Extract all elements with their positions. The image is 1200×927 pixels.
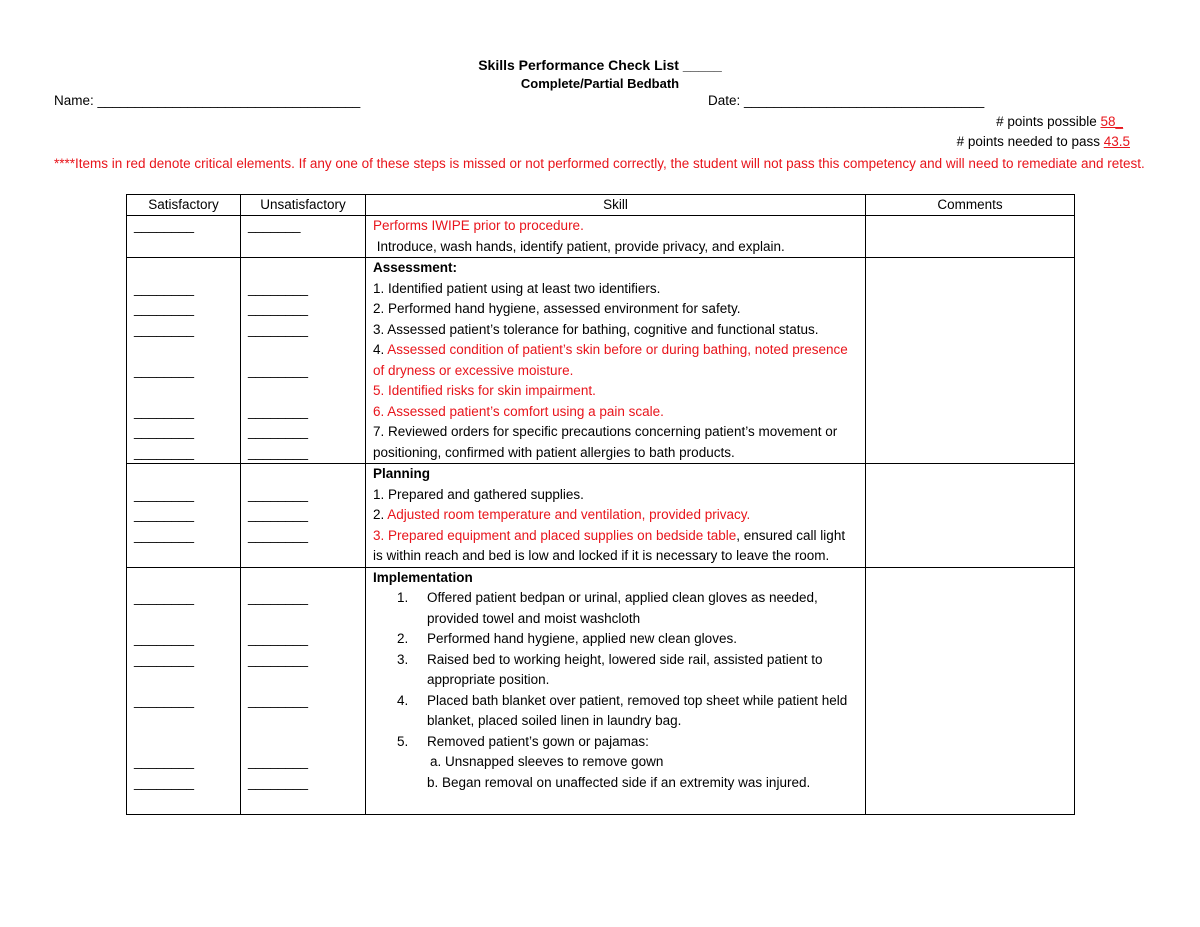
unsatisfactory-blank[interactable]: ________ <box>248 631 309 646</box>
skill-line: 6. Assessed patient’s comfort using a pain scale. <box>373 403 664 419</box>
unsatisfactory-blank[interactable]: ________ <box>248 280 309 296</box>
unsatisfactory-blank[interactable]: ________ <box>248 651 309 667</box>
satisfactory-blank[interactable]: ________ <box>134 424 195 439</box>
item-text: Removed patient’s gown or pajamas: <box>427 733 649 749</box>
unsatisfactory-cell <box>241 216 366 258</box>
item-text: Raised bed to working height, lowered side rail, assisted patient to appropriate position. <box>427 651 823 687</box>
unsatisfactory-blank[interactable]: ________ <box>248 444 309 460</box>
page-title: Skills Performance Check List _____ <box>478 57 722 73</box>
column-header-skill: Skill <box>366 195 866 216</box>
item-number: 4. <box>397 692 409 708</box>
skill-line: 1. Identified patient using at least two identifiers. <box>373 280 661 296</box>
points-pass-value: 43.5 <box>1103 134 1130 149</box>
satisfactory-blank[interactable]: ________ <box>134 321 195 337</box>
points-possible-label: # points possible <box>996 114 1101 129</box>
skill-number: 2. <box>373 507 388 522</box>
unsatisfactory-blank[interactable]: ________ <box>248 424 309 439</box>
skill-line <box>373 505 858 526</box>
skill-line: 1. Prepared and gathered supplies. <box>373 486 584 502</box>
unsatisfactory-blank[interactable]: ________ <box>248 507 309 522</box>
satisfactory-cell <box>127 567 241 814</box>
skill-cell <box>366 464 866 568</box>
satisfactory-cell <box>127 464 241 568</box>
list-item <box>373 691 858 732</box>
satisfactory-blank[interactable]: ________ <box>134 692 195 708</box>
skills-checklist-table <box>126 194 1075 815</box>
table-row <box>127 464 1075 568</box>
skill-line: 7. Reviewed orders for specific precautions concerning patient’s movement or positioning, confirmed with patient allergies to bath products. <box>373 424 838 460</box>
table-header-row <box>127 195 1075 216</box>
critical-elements-notice: ****Items in red denote critical elements. If any one of these steps is missed or not performed correctly, the student will not pass this competency and will need to remediate and retest. <box>54 156 1145 171</box>
skill-line: 3. Assessed patient’s tolerance for bathing, cognitive and functional status. <box>373 321 819 337</box>
satisfactory-blank[interactable]: ________ <box>134 218 195 233</box>
unsatisfactory-blank[interactable]: ________ <box>248 301 309 316</box>
item-text: Placed bath blanket over patient, removed top sheet while patient held blanket, placed soiled linen in laundry bag. <box>427 692 848 728</box>
satisfactory-blank[interactable]: ________ <box>134 280 195 296</box>
satisfactory-blank[interactable]: ________ <box>134 362 195 378</box>
unsatisfactory-blank[interactable]: ________ <box>248 486 309 502</box>
skill-line: Introduce, wash hands, identify patient, provide privacy, and explain. <box>373 238 785 254</box>
satisfactory-blank[interactable]: ________ <box>134 444 195 460</box>
column-header-comments: Comments <box>866 195 1075 216</box>
sub-item: b. Began removal on unaffected side if an extremity was injured. <box>427 774 811 790</box>
unsatisfactory-blank[interactable]: ________ <box>248 692 309 708</box>
unsatisfactory-blank[interactable]: ________ <box>248 590 309 605</box>
item-number: 2. <box>397 631 409 646</box>
table-row <box>127 567 1075 814</box>
points-pass-label: # points needed to pass <box>956 134 1104 149</box>
column-header-satisfactory: Satisfactory <box>127 195 241 216</box>
satisfactory-blank[interactable]: ________ <box>134 651 195 667</box>
skill-line <box>373 340 858 381</box>
table-row <box>127 216 1075 258</box>
satisfactory-blank[interactable]: ________ <box>134 527 195 543</box>
unsatisfactory-blank[interactable]: ________ <box>248 527 309 543</box>
unsatisfactory-cell <box>241 258 366 464</box>
skill-line: 2. Performed hand hygiene, assessed environment for safety. <box>373 301 741 316</box>
item-text: Offered patient bedpan or urinal, applied clean gloves as needed, provided towel and moist washcloth <box>427 590 818 626</box>
item-number: 5. <box>397 733 409 749</box>
unsatisfactory-blank[interactable]: ________ <box>248 362 309 378</box>
skill-cell <box>366 567 866 814</box>
satisfactory-blank[interactable]: ________ <box>134 301 195 316</box>
points-possible-value: 58_ <box>1100 114 1123 129</box>
section-heading-implementation: Implementation <box>373 569 473 585</box>
satisfactory-blank[interactable]: ________ <box>134 486 195 502</box>
page-subtitle: Complete/Partial Bedbath <box>520 76 680 91</box>
list-item <box>373 732 858 753</box>
skill-cell <box>366 216 866 258</box>
section-heading-assessment: Assessment: <box>373 260 458 275</box>
skill-line: 5. Identified risks for skin impairment. <box>373 383 596 398</box>
unsatisfactory-blank[interactable]: ________ <box>248 321 309 337</box>
comments-cell[interactable] <box>866 464 1075 568</box>
satisfactory-cell <box>127 216 241 258</box>
list-item <box>373 588 858 629</box>
satisfactory-blank[interactable]: ________ <box>134 590 195 605</box>
unsatisfactory-blank[interactable]: ________ <box>248 754 309 769</box>
satisfactory-blank[interactable]: ________ <box>134 507 195 522</box>
skill-cell <box>366 258 866 464</box>
item-text: Performed hand hygiene, applied new clean gloves. <box>427 631 737 646</box>
list-item <box>373 650 858 691</box>
date-field[interactable]: Date: ________________________________ <box>708 93 985 108</box>
satisfactory-blank[interactable]: ________ <box>134 403 195 419</box>
comments-cell[interactable] <box>866 216 1075 258</box>
section-heading-planning: Planning <box>373 466 430 481</box>
list-item <box>373 629 858 650</box>
skill-number: 4. <box>373 342 388 357</box>
critical-skill-text: Assessed condition of patient’s skin before or during bathing, noted presence of dryness or excessive moisture. <box>373 342 848 378</box>
skill-line: Performs IWIPE prior to procedure. <box>373 218 584 233</box>
unsatisfactory-blank[interactable]: ________ <box>248 403 309 419</box>
points-to-pass <box>957 134 1130 149</box>
unsatisfactory-blank[interactable]: _______ <box>248 218 301 233</box>
unsatisfactory-blank[interactable]: ________ <box>248 774 309 790</box>
satisfactory-blank[interactable]: ________ <box>134 774 195 790</box>
item-number: 1. <box>397 590 409 605</box>
comments-cell[interactable] <box>866 567 1075 814</box>
critical-skill-text: 3. Prepared equipment and placed supplies on bedside table <box>373 527 737 543</box>
table-row <box>127 258 1075 464</box>
skill-line <box>373 526 858 567</box>
name-field[interactable]: Name: ___________________________________ <box>54 93 361 108</box>
points-possible <box>996 114 1123 129</box>
satisfactory-cell <box>127 258 241 464</box>
critical-skill-text: Adjusted room temperature and ventilation, provided privacy. <box>387 507 751 522</box>
satisfactory-blank[interactable]: ________ <box>134 754 195 769</box>
skill-text: , ensured call light is within reach and bed is low and locked if it is necessary to leave the room. <box>373 527 846 563</box>
sub-item: a. Unsnapped sleeves to remove gown <box>430 754 664 769</box>
column-header-unsatisfactory: Unsatisfactory <box>241 195 366 216</box>
comments-cell[interactable] <box>866 258 1075 464</box>
unsatisfactory-cell <box>241 464 366 568</box>
satisfactory-blank[interactable]: ________ <box>134 631 195 646</box>
item-number: 3. <box>397 651 409 667</box>
unsatisfactory-cell <box>241 567 366 814</box>
